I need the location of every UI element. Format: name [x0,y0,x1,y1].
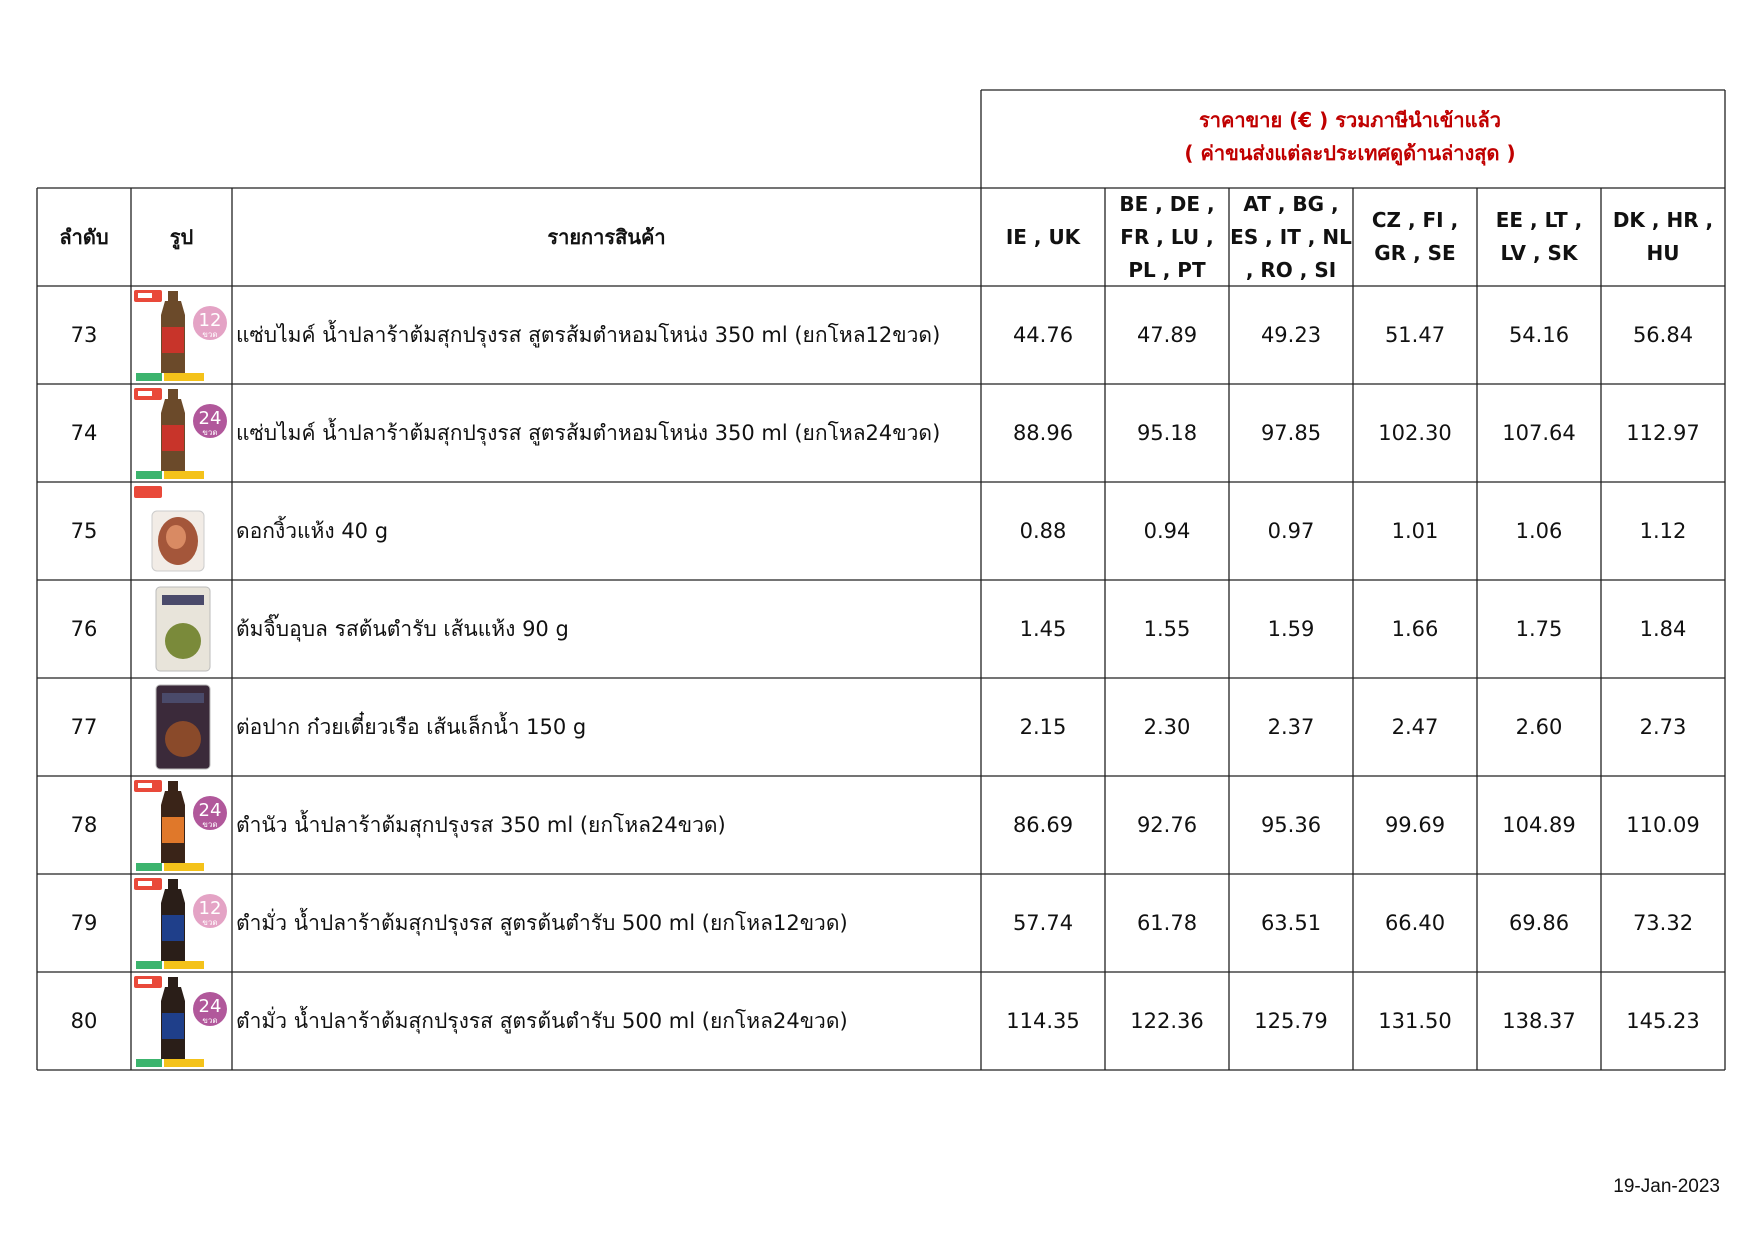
column-header-country-4 [1353,188,1477,286]
price-cell: 88.96 [1012,421,1074,445]
price-cell: 63.51 [1260,911,1322,935]
price-cell: 2.47 [1391,715,1439,739]
price-cell: 73.32 [1632,911,1694,935]
column-header-country-2 [1105,188,1229,286]
price-cell: 122.36 [1130,1009,1204,1033]
column-header-country-line: GR , SE [1374,241,1456,265]
price-cell: 0.94 [1143,519,1191,543]
row-index: 79 [70,911,98,935]
column-header-country-6 [1601,188,1725,286]
price-cell: 95.18 [1136,421,1198,445]
column-header-country-line: CZ , FI , [1371,208,1459,232]
price-cell: 0.88 [1019,519,1067,543]
product-image [132,679,232,775]
column-header-country-line: LV , SK [1500,241,1578,265]
column-header-country-line: HU [1646,241,1680,265]
price-cell: 61.78 [1136,911,1198,935]
price-cell: 92.76 [1136,813,1198,837]
product-name: ดอกงิ้วแห้ง 40 g [236,518,389,543]
row-index: 76 [70,617,98,641]
price-cell: 104.89 [1502,813,1576,837]
product-image [132,483,232,579]
price-cell: 1.59 [1267,617,1315,641]
price-header-title [980,96,1720,178]
product-name: ตำนัว น้ำปลาร้าต้มสุกปรุงรส 350 ml (ยกโหล24ขวด) [236,812,726,837]
price-cell: 114.35 [1006,1009,1080,1033]
row-index: 74 [70,421,98,445]
column-header-image [131,188,232,286]
price-cell: 86.69 [1012,813,1074,837]
price-cell: 1.06 [1515,519,1563,543]
price-cell: 2.37 [1267,715,1315,739]
svg-text:12: 12 [198,310,222,331]
price-cell: 1.01 [1391,519,1439,543]
price-cell: 145.23 [1626,1009,1700,1033]
price-header-line2: ( ค่าขนส่งแต่ละประเทศดูด้านล่างสุด ) [1184,141,1516,165]
column-header-country-line: DK , HR , [1612,208,1714,232]
price-cell: 69.86 [1508,911,1570,935]
price-cell: 125.79 [1254,1009,1328,1033]
product-image [132,973,232,1069]
price-header-line1: ราคาขาย (€ ) รวมภาษีนำเข้าแล้ว [1198,108,1502,132]
price-cell: 2.15 [1019,715,1067,739]
column-header-product [232,188,981,286]
svg-text:ขวด: ขวด [202,820,218,829]
product-name: ตำมั่ว น้ำปลาร้าต้มสุกปรุงรส สูตรต้นตำรับ 500 ml (ยกโหล12ขวด) [236,910,848,935]
price-cell: 2.60 [1515,715,1563,739]
row-index: 78 [70,813,98,837]
column-header-country-line: IE , UK [1005,224,1081,249]
row-index: 73 [70,323,98,347]
column-header-country-line: PL , PT [1128,257,1206,282]
price-cell: 0.97 [1267,519,1315,543]
column-header-country-5 [1477,188,1601,286]
price-cell: 51.47 [1384,323,1446,347]
column-header-index [37,188,131,286]
row-index: 77 [70,715,98,739]
price-cell: 57.74 [1012,911,1074,935]
product-name: ตำมั่ว น้ำปลาร้าต้มสุกปรุงรส สูตรต้นตำรับ 500 ml (ยกโหล24ขวด) [236,1008,848,1033]
column-header-country-line: ES , IT , NL [1230,224,1352,249]
price-cell: 95.36 [1260,813,1322,837]
svg-text:ขวด: ขวด [202,1016,218,1025]
price-cell: 47.89 [1136,323,1198,347]
column-header-country-3 [1229,188,1353,286]
product-image [132,875,232,971]
column-header-country-line: , RO , SI [1245,257,1337,282]
price-cell: 2.30 [1143,715,1191,739]
price-cell: 99.69 [1384,813,1446,837]
price-cell: 131.50 [1378,1009,1452,1033]
row-index: 80 [70,1009,98,1033]
svg-text:24: 24 [198,996,222,1017]
svg-text:ขวด: ขวด [202,428,218,437]
svg-text:ขวด: ขวด [202,918,218,927]
product-image [132,581,232,677]
column-header-country-line: FR , LU , [1120,224,1214,249]
price-cell: 56.84 [1632,323,1694,347]
price-cell: 138.37 [1502,1009,1576,1033]
price-cell: 49.23 [1260,323,1322,347]
price-cell: 1.75 [1515,617,1563,641]
svg-text:ขวด: ขวด [202,330,218,339]
row-index: 75 [70,519,98,543]
column-header-image-label: รูป [169,224,194,249]
column-header-country-line: BE , DE , [1119,191,1215,216]
price-cell: 1.12 [1639,519,1687,543]
product-name: ต้มจิ๊บอุบล รสต้นตำรับ เส้นแห้ง 90 g [236,616,569,641]
column-header-country-line: AT , BG , [1243,191,1339,216]
price-cell: 54.16 [1508,323,1570,347]
price-cell: 107.64 [1502,421,1576,445]
price-cell: 2.73 [1639,715,1687,739]
product-name: แซ่บไมค์ น้ำปลาร้าต้มสุกปรุงรส สูตรส้มตำหอมโหน่ง 350 ml (ยกโหล24ขวด) [236,420,941,445]
product-image [132,777,232,873]
column-header-index-label: ลำดับ [59,224,109,249]
price-cell: 1.66 [1391,617,1439,641]
product-name: ต่อปาก ก๋วยเตี๋ยวเรือ เส้นเล็กน้ำ 150 g [236,714,587,739]
price-cell: 97.85 [1260,421,1322,445]
footer-date: 19-Jan-2023 [1613,1176,1720,1197]
price-cell: 1.84 [1639,617,1687,641]
column-header-product-label: รายการสินค้า [547,224,666,249]
svg-text:24: 24 [198,800,222,821]
price-cell: 44.76 [1012,323,1074,347]
svg-text:24: 24 [198,408,222,429]
price-cell: 110.09 [1626,813,1700,837]
product-name: แซ่บไมค์ น้ำปลาร้าต้มสุกปรุงรส สูตรส้มตำหอมโหน่ง 350 ml (ยกโหล12ขวด) [236,322,941,347]
column-header-country-line: EE , LT , [1495,208,1583,232]
price-cell: 112.97 [1626,421,1700,445]
product-image [132,385,232,481]
price-cell: 66.40 [1384,911,1446,935]
product-image [132,287,232,383]
price-cell: 102.30 [1378,421,1452,445]
column-header-country-1 [981,188,1105,286]
price-cell: 1.45 [1019,617,1067,641]
price-cell: 1.55 [1143,617,1191,641]
svg-text:12: 12 [198,898,222,919]
